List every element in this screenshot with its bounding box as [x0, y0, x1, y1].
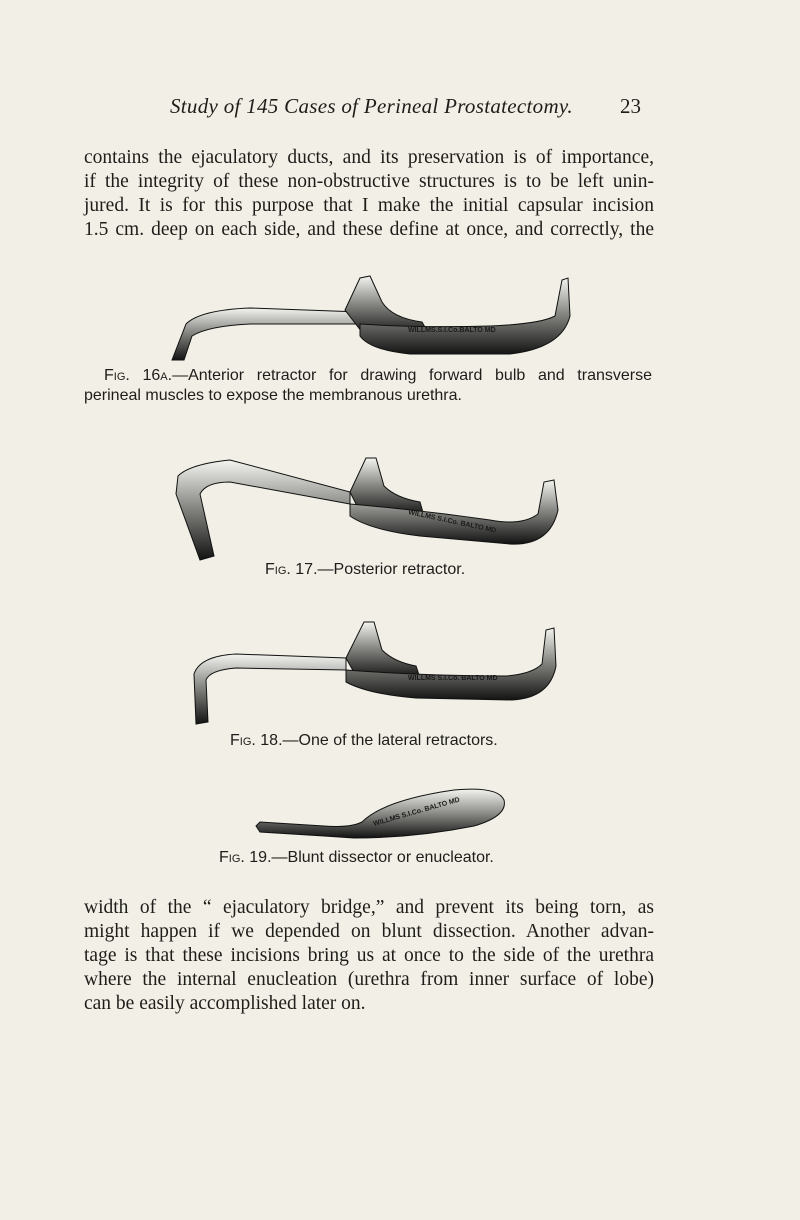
engraving-text: WILLMS S.I.Co. BALTO MD	[407, 509, 497, 535]
figure-label: Fig. 18.	[230, 732, 283, 749]
caption-line	[104, 366, 652, 386]
text-line: jured. It is for this purpose that I make the initial capsular incision	[84, 195, 654, 216]
posterior-retractor-illustration	[170, 436, 580, 566]
paragraph-top	[84, 146, 654, 242]
lateral-retractor-illustration	[186, 614, 566, 729]
figure-18-caption	[230, 731, 560, 751]
engraving-text: WILLMS S.I.Co. BALTO MD	[408, 675, 498, 682]
text-line: if the integrity of these non-obstructive structures is to be left unin-	[84, 171, 654, 192]
caption-text: —Blunt dissector or enucleator.	[271, 849, 494, 866]
text-line: might happen if we depended on blunt dissection. Another advan-	[84, 921, 654, 942]
figure-19-caption	[219, 848, 549, 868]
text-line: contains the ejaculatory ducts, and its preservation is of importance,	[84, 147, 654, 168]
page-number: 23	[620, 94, 641, 118]
running-title: Study of 145 Cases of Perineal Prostatectomy.	[170, 94, 573, 118]
figure-label: Fig. 19.	[219, 849, 272, 866]
caption-line	[230, 731, 560, 751]
paragraph-bottom	[84, 896, 654, 1016]
caption-text: —One of the lateral retractors.	[282, 732, 498, 749]
text-line: can be easily accomplished later on.	[84, 993, 366, 1014]
figure-label: Fig. 16a.	[104, 367, 173, 384]
text-line: 1.5 cm. deep on each side, and these define at once, and correctly, the	[84, 219, 654, 240]
caption-text: —Posterior retractor.	[317, 561, 466, 578]
blunt-dissector-illustration	[254, 782, 514, 842]
text-line: tage is that these incisions bring us at once to the side of the urethra	[84, 945, 654, 966]
figure-label: Fig. 17.	[265, 561, 318, 578]
caption-line	[265, 560, 565, 580]
caption-line: perineal muscles to expose the membranous urethra.	[84, 387, 462, 404]
running-head	[0, 94, 800, 124]
engraving-text: WILLMS S.I.Co. BALTO MD	[372, 796, 461, 828]
text-line: where the internal enucleation (urethra from inner surface of lobe)	[84, 969, 654, 990]
text-line: width of the “ ejaculatory bridge,” and prevent its being torn, as	[84, 897, 654, 918]
caption-line	[219, 848, 549, 868]
caption-text: —Anterior retractor for drawing forward bulb and transverse	[172, 367, 653, 384]
figure-16a-caption	[84, 366, 653, 406]
engraving-text: WILLMS.S.I.Co.BALTO MD	[408, 327, 496, 334]
anterior-retractor-illustration	[160, 262, 580, 367]
figure-17-caption	[265, 560, 565, 580]
